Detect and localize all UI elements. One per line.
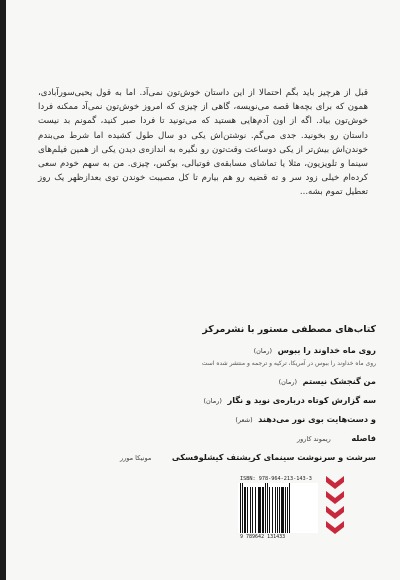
logo-chevron [326,476,344,489]
author-works-list [66,324,376,471]
works-section-title: کتاب‌های مصطفی مستور با نشرمرکز [202,324,376,335]
work-credit: مونیکا مورر [119,454,152,462]
logo-chevron [326,521,344,534]
barcode-bar [290,487,291,533]
work-genre: (رمان) [203,397,222,405]
barcode-bars [238,483,318,533]
logo-chevron [326,506,344,519]
blurb-text-block [38,86,368,200]
work-item [66,345,376,369]
work-item [66,395,376,407]
work-title: سرشت و سرنوشت سینمای کریشتف کیشلوفسکی [171,452,376,462]
publisher-logo-icon [324,474,346,542]
publisher-logo-graphic [324,474,346,538]
work-credit: ریموند کارور [296,435,331,443]
work-title: من گنجشک نیستم [302,376,376,386]
work-item [66,452,376,464]
work-genre: (رمان) [278,378,298,386]
work-title: سه گزارش کوتاه درباره‌ی نوید و نگار [227,395,376,405]
work-item [66,376,376,388]
work-item [66,414,376,426]
work-title: فاصله [351,433,376,443]
isbn-barcode [238,476,318,546]
isbn-label: ISBN: 978-964-213-143-3 [240,476,312,482]
work-item [66,433,376,445]
barcode-digits: 9 789642 131433 [240,534,286,540]
logo-chevron [326,491,344,504]
work-note: روی ماه خداوند را ببوس در آمریکا، ترکیه و ترجمه و منتشر شده است [201,360,376,367]
blurb-paragraph: قبل از هرچیز باید بگم احتمالا از این داستان خوش‌تون نمی‌آد. اما به قول یحیی‌سورآبادی، همون که برای بچه‌ها قصه می‌نویسه، گاهی از چیزی که امروز خوش‌تون نمی‌آد ممکنه فردا خوش‌تون بیاد. اگه از اون آدم‌هایی هستید که می‌تونید تا فردا صبر کنید، گمونم بد نیست داستان رو بخونید. جدی می‌گم. نوشتن‌اش یکی دو سال طول کشیده اما شرط می‌بندم خوندن‌اش بیش‌تر از یکی دوساعت وقت‌تون رو نگیره به اندازه‌ی دیدن یکی از همین فیلم‌های سینما و تلویزیون، مثلا یا تماشای مسابقه‌ی فوتبالی، بوکس، چیزی. من به سهم خودم سعی کرده‌ام خیلی زود سر و ته قضیه رو هم بیارم تا کل مصیبت خوندن توی بعدازظهر یک روز تعطیل تموم بشه... [38,88,368,198]
work-title: روی ماه خداوند را ببوس [277,345,376,355]
work-title: و دست‌هایت بوی نور می‌دهند [258,414,376,424]
work-genre: (شعر) [235,416,253,424]
work-genre: (رمان) [253,347,273,355]
